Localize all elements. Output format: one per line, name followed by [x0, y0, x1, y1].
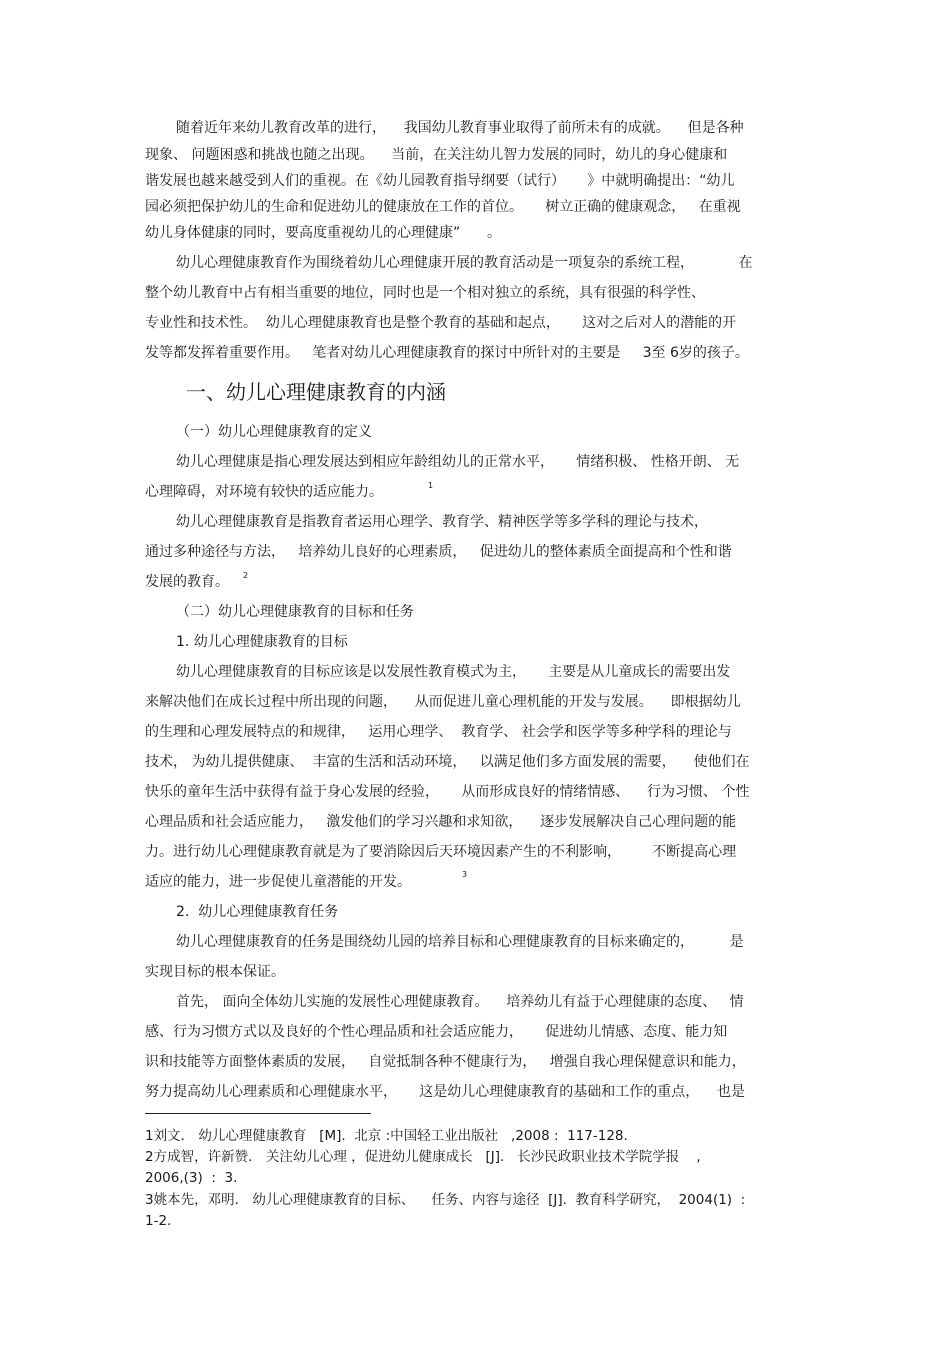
body-text-line: 现象、 问题困惑和挑战也随之出现。 当前，在关注幼儿智力发展的同时，幼儿的身心健康和	[145, 147, 728, 163]
subsubsection-heading: 1. 幼儿心理健康教育的目标	[176, 634, 348, 650]
body-text-line: 谐发展也越来越受到人们的重视。在《幼儿园教育指导纲要（试行） 》中就明确提出：“幼儿	[145, 173, 735, 189]
body-text-line: 首先， 面向全体幼儿实施的发展性心理健康教育。 培养幼儿有益于心理健康的态度、 情	[176, 994, 744, 1010]
body-text-line: 发展的教育。	[145, 574, 229, 590]
footnote: 1刘文． 幼儿心理健康教育 [M]. 北京 :中国轻工业出版社 ,2008 : 117-128.	[145, 1128, 628, 1144]
section-heading: 一、幼儿心理健康教育的内涵	[186, 380, 446, 404]
body-text-line: 的生理和心理发展特点的和规律， 运用心理学、 教育学、 社会学和医学等多种学科的理论与	[145, 724, 732, 740]
body-text-line: 通过多种途径与方法， 培养幼儿良好的心理素质， 促进幼儿的整体素质全面提高和个性和谐	[145, 544, 732, 560]
footnote-divider	[145, 1113, 371, 1114]
body-text-line: 幼儿心理健康教育是指教育者运用心理学、教育学、精神医学等多学科的理论与技术，	[176, 514, 708, 530]
body-text-line: 幼儿心理健康教育作为围绕着幼儿心理健康开展的教育活动是一项复杂的系统工程， 在	[176, 255, 753, 271]
body-text-line: 心理品质和社会适应能力， 激发他们的学习兴趣和求知欲， 逐步发展解决自己心理问题的能	[145, 814, 737, 830]
footnote-marker: 3	[462, 870, 468, 879]
body-text-line: 努力提高幼儿心理素质和心理健康水平， 这是幼儿心理健康教育的基础和工作的重点， 也是	[145, 1084, 746, 1100]
footnote-marker: 1	[428, 481, 434, 490]
body-text-line: 随着近年来幼儿教育改革的进行， 我国幼儿教育事业取得了前所未有的成就。 但是各种	[176, 120, 744, 136]
footnote: 2方成智，许新赞． 关注幼儿心理 ，促进幼儿健康成长 [J]. 长沙民政职业技术学院学报 ,	[145, 1149, 701, 1165]
body-text-line: 识和技能等方面整体素质的发展， 自觉抵制各种不健康行为， 增强自我心理保健意识和能力，	[145, 1054, 746, 1070]
body-text-line: 发等都发挥着重要作用。 笔者对幼儿心理健康教育的探讨中所针对的主要是 3至 6岁的孩子。	[145, 345, 749, 361]
footnote: 2006,(3) : 3.	[145, 1170, 238, 1186]
body-text-line: 来解决他们在成长过程中所出现的问题， 从而促进儿童心理机能的开发与发展。 即根据幼儿	[145, 694, 741, 710]
body-text-line: 心理障碍，对环境有较快的适应能力。	[145, 484, 383, 500]
subsection-heading: （一）幼儿心理健康教育的定义	[176, 424, 372, 440]
footnote: 3姚本先，邓明． 幼儿心理健康教育的目标、 任务、内容与途径 [J]. 教育科学研究， 2004(1) :	[145, 1192, 746, 1208]
body-text-line: 幼儿身体健康的同时，要高度重视幼儿的心理健康” 。	[145, 225, 501, 241]
body-text-line: 整个幼儿教育中占有相当重要的地位，同时也是一个相对独立的系统，具有很强的科学性、	[145, 285, 705, 301]
body-text-line: 幼儿心理健康教育的任务是围绕幼儿园的培养目标和心理健康教育的目标来确定的， 是	[176, 934, 744, 950]
footnote-marker: 2	[243, 571, 249, 580]
body-text-line: 快乐的童年生活中获得有益于身心发展的经验， 从而形成良好的情绪情感、 行为习惯、 个性	[145, 784, 750, 800]
body-text-line: 技术， 为幼儿提供健康、 丰富的生活和活动环境， 以满足他们多方面发展的需要， 使他们在	[145, 754, 750, 770]
body-text-line: 幼儿心理健康是指心理发展达到相应年龄组幼儿的正常水平， 情绪积极、 性格开朗、 无	[176, 454, 740, 470]
body-text-line: 感、行为习惯方式以及良好的个性心理品质和社会适应能力， 促进幼儿情感、态度、能力知	[145, 1024, 728, 1040]
footnote: 1-2.	[145, 1213, 172, 1229]
body-text-line: 园必须把保护幼儿的生命和促进幼儿的健康放在工作的首位。 树立正确的健康观念， 在重视	[145, 199, 741, 215]
body-text-line: 幼儿心理健康教育的目标应该是以发展性教育模式为主， 主要是从儿童成长的需要出发	[176, 664, 731, 680]
body-text-line: 适应的能力，进一步促使儿童潜能的开发。	[145, 874, 411, 890]
body-text-line: 力。进行幼儿心理健康教育就是为了要消除因后天环境因素产生的不利影响， 不断提高心理	[145, 844, 737, 860]
body-text-line: 实现目标的根本保证。	[145, 964, 285, 980]
subsubsection-heading: 2. 幼儿心理健康教育任务	[176, 904, 339, 920]
body-text-line: 专业性和技术性。 幼儿心理健康教育也是整个教育的基础和起点， 这对之后对人的潜能的开	[145, 315, 737, 331]
subsection-heading: （二）幼儿心理健康教育的目标和任务	[176, 604, 414, 620]
